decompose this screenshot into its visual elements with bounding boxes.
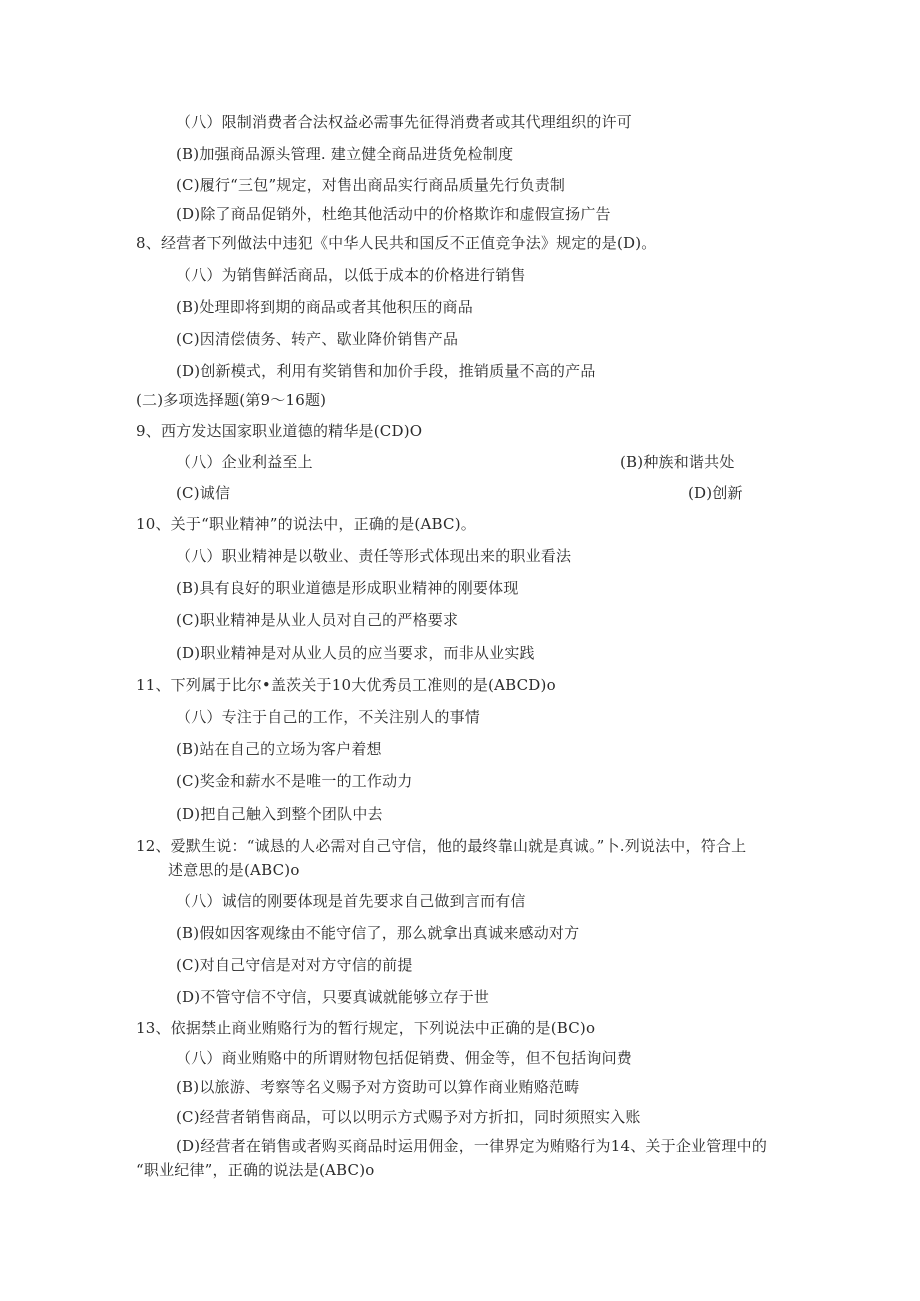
q12-option-a: （八）诚信的刚要体现是首先要求自己做到言而有信 xyxy=(176,892,526,910)
q8-option-b: (B)处理即将到期的商品或者其他积压的商品 xyxy=(176,298,473,316)
q12-option-b: (B)假如因客观缘由不能守信了，那么就拿出真诚来感动对方 xyxy=(176,924,580,942)
q13-option-a: （八）商业贿赂中的所谓财物包括促销费、佣金等，但不包括询问费 xyxy=(176,1049,633,1067)
q11-option-c: (C)奖金和薪水不是唯一的工作动力 xyxy=(176,772,413,790)
q9-stem: 9、西方发达国家职业道德的精华是(CD)O xyxy=(136,422,423,440)
q11-option-a: （八）专注于自己的工作，不关注别人的事情 xyxy=(176,708,481,726)
q9-option-b: (B)种族和谐共处 xyxy=(620,453,735,471)
q7-option-d: (D)除了商品促销外，杜绝其他活动中的价格欺诈和虚假宣扬广告 xyxy=(176,205,611,223)
q13-option-b: (B)以旅游、考察等名义赐予对方资助可以算作商业贿赂范畴 xyxy=(176,1078,580,1096)
q7-option-b: (B)加强商品源头管理. 建立健全商品进货免检制度 xyxy=(176,145,514,163)
q12-option-d: (D)不管守信不守信，只要真诚就能够立存于世 xyxy=(176,988,490,1006)
q9-option-a: （八）企业利益至上 xyxy=(176,453,313,471)
q10-option-d: (D)职业精神是对从业人员的应当要求，而非从业实践 xyxy=(176,644,535,662)
q9-option-c: (C)诚信 xyxy=(176,484,231,502)
q13-stem: 13、依据禁止商业贿赂行为的暂行规定，下列说法中正确的是(BC)o xyxy=(136,1019,596,1037)
q12-option-c: (C)对自己守信是对对方守信的前提 xyxy=(176,956,413,974)
q12-stem-line1: 12、爱默生说：“诚恳的人必需对自己守信，他的最终靠山就是真诚。”卜.列说法中，符合上 xyxy=(136,837,747,855)
q7-option-c: (C)履行“三包”规定，对售出商品实行商品质量先行负责制 xyxy=(176,176,566,194)
q10-option-b: (B)具有良好的职业道德是形成职业精神的刚要体现 xyxy=(176,579,519,597)
q10-stem: 10、关于“职业精神”的说法中，正确的是(ABC)。 xyxy=(136,515,476,533)
q14-stem-tail: “职业纪律”，正确的说法是(ABC)o xyxy=(136,1161,375,1179)
q9-option-d: (D)创新 xyxy=(688,484,743,502)
q13-option-d: (D)经营者在销售或者购买商品时运用佣金，一律界定为贿赂行为14、关于企业管理中的 xyxy=(176,1137,768,1155)
q8-stem: 8、经营者下列做法中违犯《中华人民共和国反不正值竞争法》规定的是(D)。 xyxy=(136,234,657,252)
q8-option-c: (C)因清偿债务、转产、歇业降价销售产品 xyxy=(176,330,459,348)
section-heading: (二)多项选择题(第9～16题) xyxy=(136,391,327,409)
q7-option-a: （八）限制消费者合法权益必需事先征得消费者或其代理组织的许可 xyxy=(176,113,633,131)
q13-option-c: (C)经营者销售商品，可以以明示方式赐予对方折扣，同时须照实入账 xyxy=(176,1108,641,1126)
q11-option-b: (B)站在自己的立场为客户着想 xyxy=(176,740,382,758)
q8-option-a: （八）为销售鲜活商品，以低于成本的价格进行销售 xyxy=(176,266,526,284)
q12-stem-line2: 述意思的是(ABC)o xyxy=(168,861,300,879)
q10-option-a: （八）职业精神是以敬业、责任等形式体现出来的职业看法 xyxy=(176,547,572,565)
q11-option-d: (D)把自己触入到整个团队中去 xyxy=(176,805,383,823)
q8-option-d: (D)创新模式，利用有奖销售和加价手段，推销质量不高的产品 xyxy=(176,362,596,380)
q11-stem: 11、下列属于比尔•盖茨关于10大优秀员工准则的是(ABCD)o xyxy=(136,676,556,694)
q10-option-c: (C)职业精神是从业人员对自己的严格要求 xyxy=(176,611,459,629)
